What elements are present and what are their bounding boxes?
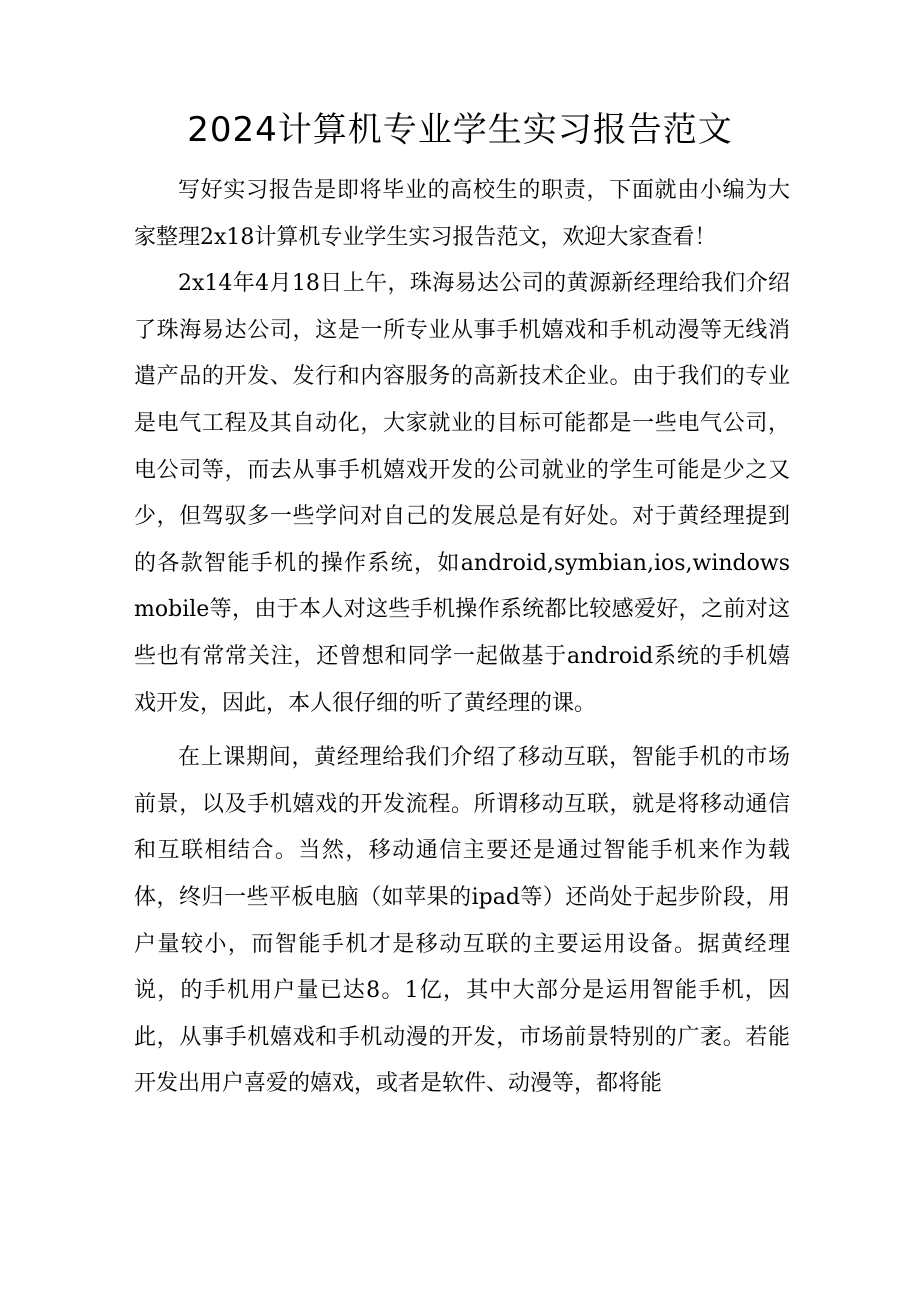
paragraph-mobile-internet: 在上课期间，黄经理给我们介绍了移动互联，智能手机的市场前景，以及手机嬉戏的开发流程。所谓移动互联，就是将移动通信和互联相结合。当然，移动通信主要还是通过智能手机来作为载体，终归一些平板电脑（如苹果的ipad等）还尚处于起步阶段，用户量较小，而智能手机才是移动互联的主要运用设备。据黄经理说，的手机用户量已达8。1亿，其中大部分是运用智能手机，因此，从事手机嬉戏和手机动漫的开发，市场前景特别的广袤。若能开发出用户喜爱的嬉戏，或者是软件、动漫等，都将能 — [134, 745, 790, 1097]
document-title: 2024计算机专业学生实习报告范文 — [187, 110, 733, 150]
paragraph-company-intro: 2x14年4月18日上午，珠海易达公司的黄源新经理给我们介绍了珠海易达公司，这是一所专业从事手机嬉戏和手机动漫等无线消遣产品的开发、发行和内容服务的高新技术企业。由于我们的专业是电气工程及其自动化，大家就业的目标可能都是一些电气公司，电公司等，而去从事手机嬉戏开发的公司就业的学生可能是少之又少，但驾驭多一些学问对自己的发展总是有好处。对于黄经理提到的各款智能手机的操作系统，如android,symbian,ios,windowsmobile等，由于本人对这些手机操作系统都比较感爱好，之前对这些也有常常关注，还曾想和同学一起做基于android系统的手机嬉戏开发，因此，本人很仔细的听了黄经理的课。 — [134, 271, 790, 716]
paragraph-intro: 写好实习报告是即将毕业的高校生的职责，下面就由小编为大家整理2x18计算机专业学生实习报告范文，欢迎大家查看！ — [134, 178, 790, 250]
document-body — [134, 168, 790, 1108]
